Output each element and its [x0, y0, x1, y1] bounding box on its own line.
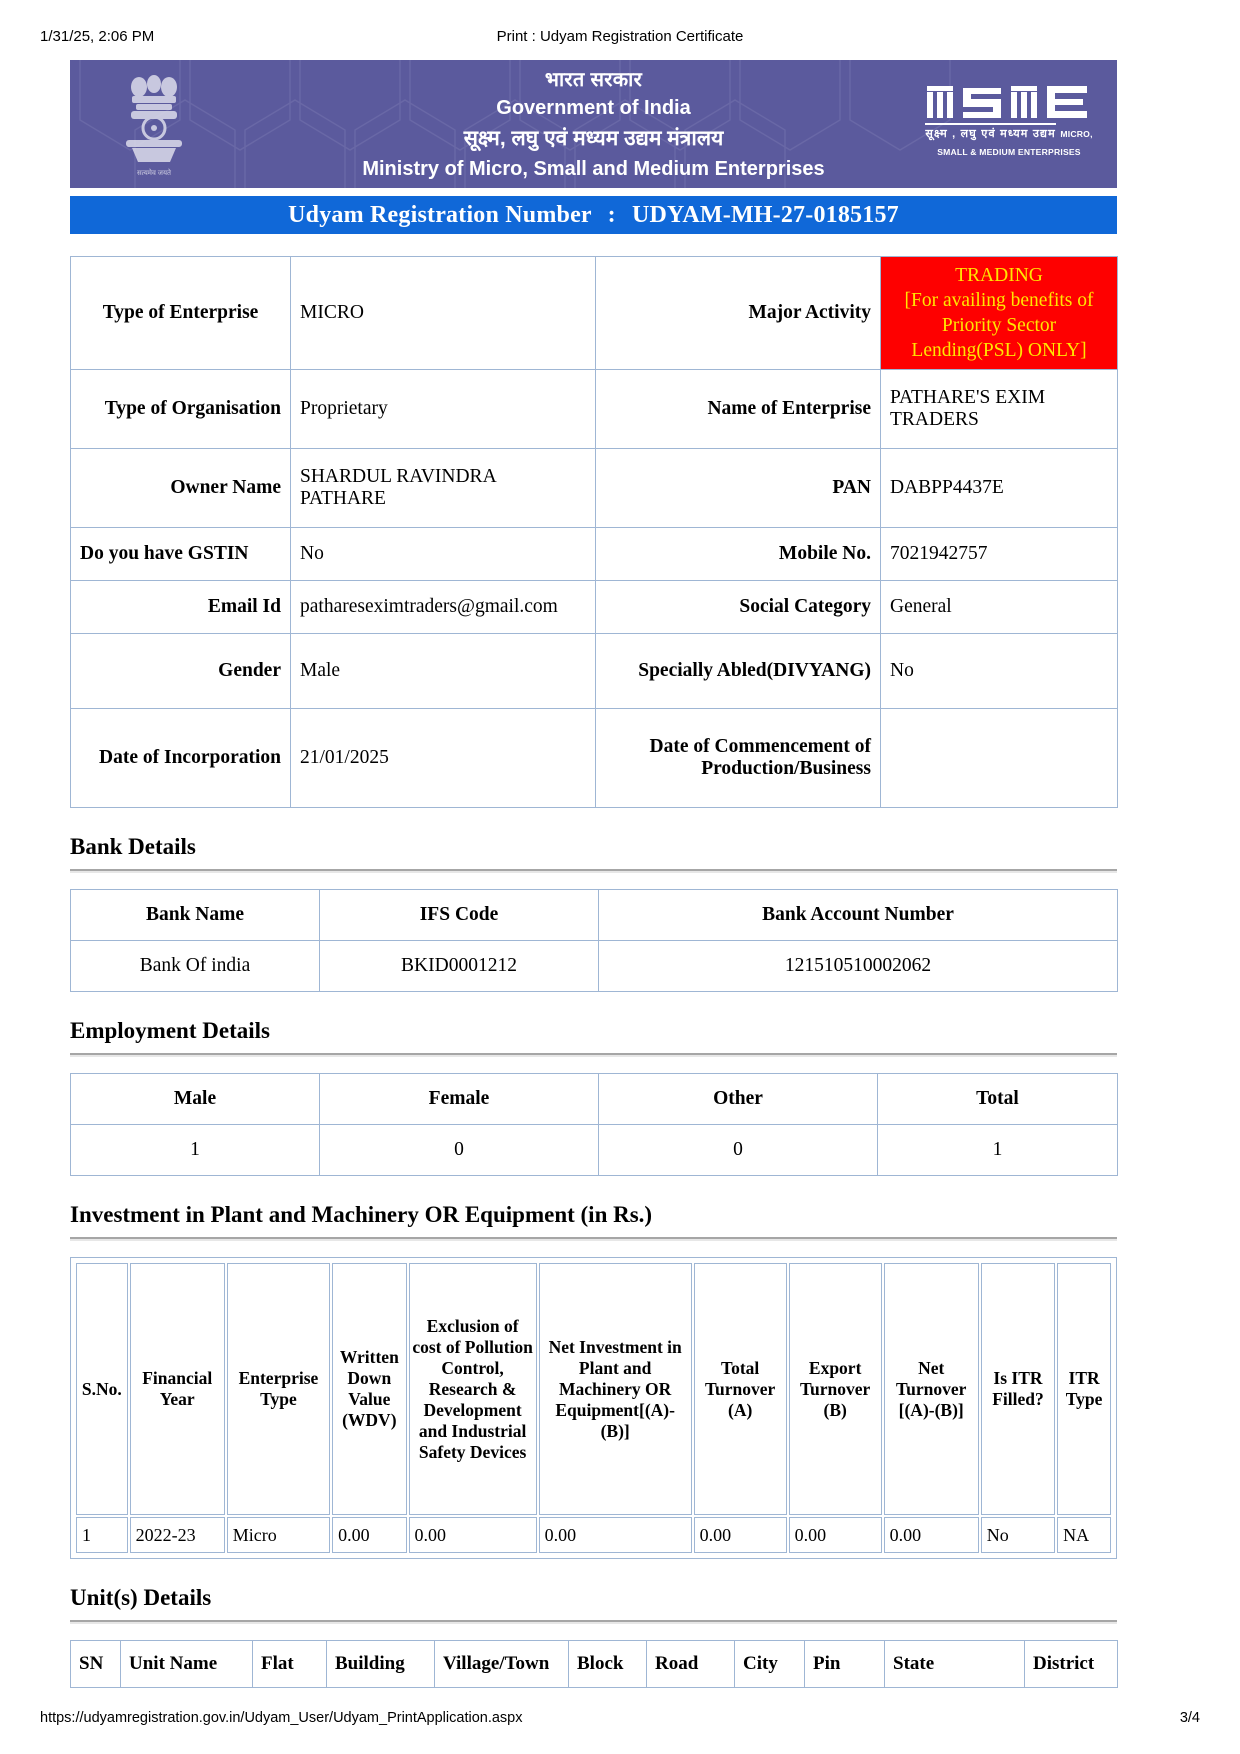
employment-female-value: 0: [320, 1125, 599, 1176]
employment-male-value: 1: [71, 1125, 320, 1176]
pan-label: PAN: [596, 449, 881, 528]
employment-other-value: 0: [599, 1125, 878, 1176]
investment-table: [74, 1261, 1113, 1555]
gstin-value: No: [291, 528, 596, 581]
units-details-heading: Unit(s) Details: [70, 1585, 212, 1610]
udyam-registration-number-bar: [70, 196, 1117, 234]
inv-is-itr-filled-value: No: [981, 1517, 1055, 1553]
inv-col-exclusion: Exclusion of cost of Pollution Control, Research & Development and Industrial Safety Devices: [409, 1263, 537, 1515]
gender-label: Gender: [71, 634, 291, 709]
inv-col-net-investment: Net Investment in Plant and Machinery OR Equipment[(A)-(B)]: [539, 1263, 692, 1515]
employment-col-other: Other: [599, 1074, 878, 1125]
table-header-row: [71, 890, 1118, 941]
unit-col-unit-name: Unit Name: [121, 1641, 253, 1688]
divider: [70, 869, 1117, 873]
certificate-sheet: [70, 60, 1117, 1688]
employment-col-female: Female: [320, 1074, 599, 1125]
inv-enterprise-type-value: Micro: [227, 1517, 330, 1553]
inv-col-enterprise-type: Enterprise Type: [227, 1263, 330, 1515]
unit-col-village-town: Village/Town: [435, 1641, 569, 1688]
inv-col-export-turnover: Export Turnover (B): [789, 1263, 882, 1515]
gstin-label: Do you have GSTIN: [71, 528, 291, 581]
unit-col-pin: Pin: [805, 1641, 885, 1688]
type-of-enterprise-value: MICRO: [291, 257, 596, 370]
unit-col-block: Block: [569, 1641, 647, 1688]
table-row: [71, 581, 1118, 634]
divyang-label: Specially Abled(DIVYANG): [596, 634, 881, 709]
date-of-commencement-label: Date of Commencement of Production/Business: [596, 709, 881, 808]
email-value: pathareseximtraders@gmail.com: [291, 581, 596, 634]
inv-net-turnover-value: 0.00: [884, 1517, 979, 1553]
inv-col-net-turnover: Net Turnover [(A)-(B)]: [884, 1263, 979, 1515]
inv-total-turnover-value: 0.00: [694, 1517, 787, 1553]
unit-col-flat: Flat: [253, 1641, 327, 1688]
divider: [70, 1053, 1117, 1057]
table-row: [71, 941, 1118, 992]
bank-account-number-value: 121510510002062: [599, 941, 1118, 992]
email-label: Email Id: [71, 581, 291, 634]
type-of-enterprise-label: Type of Enterprise: [71, 257, 291, 370]
inv-itr-type-value: NA: [1057, 1517, 1111, 1553]
print-timestamp: 1/31/25, 2:06 PM: [40, 28, 155, 45]
bank-name-value: Bank Of india: [71, 941, 320, 992]
units-details-table: [70, 1640, 1118, 1688]
print-header: [0, 28, 1240, 48]
table-row: [71, 1125, 1118, 1176]
banner-line-english-2: Ministry of Micro, Small and Medium Enterprises: [362, 158, 825, 180]
divyang-value: No: [881, 634, 1118, 709]
banner-line-hindi-1: भारत सरकार: [544, 69, 643, 91]
major-activity-value: [881, 257, 1118, 370]
name-of-enterprise-value: PATHARE'S EXIM TRADERS: [881, 370, 1118, 449]
table-row: [71, 528, 1118, 581]
unit-col-district: District: [1025, 1641, 1118, 1688]
bank-details-heading: Bank Details: [70, 834, 196, 859]
employment-col-male: Male: [71, 1074, 320, 1125]
ifs-code-value: BKID0001212: [320, 941, 599, 992]
inv-financial-year-value: 2022-23: [130, 1517, 225, 1553]
banner-line-hindi-2: सूक्ष्म, लघु एवं मध्यम उद्यम मंत्रालय: [463, 127, 724, 150]
table-header-row: [71, 1641, 1118, 1688]
employment-total-value: 1: [878, 1125, 1118, 1176]
table-row: [71, 634, 1118, 709]
unit-col-road: Road: [647, 1641, 735, 1688]
major-activity-note: [For availing benefits of Priority Sector Lending(PSL) ONLY]: [904, 290, 1094, 361]
table-header-row: [76, 1263, 1111, 1515]
employment-col-total: Total: [878, 1074, 1118, 1125]
msme-logo-hindi: सूक्ष्म , लघु एवं मध्यम उद्यम: [925, 123, 1056, 140]
table-row: [71, 449, 1118, 528]
owner-name-value: SHARDUL RAVINDRA PATHARE: [291, 449, 596, 528]
banner-line-english-1: Government of India: [496, 97, 691, 119]
unit-col-state: State: [885, 1641, 1025, 1688]
inv-col-total-turnover: Total Turnover (A): [694, 1263, 787, 1515]
print-title: Print : Udyam Registration Certificate: [496, 28, 744, 45]
mobile-label: Mobile No.: [596, 528, 881, 581]
divider: [70, 1620, 1117, 1624]
page-number: 3/4: [1179, 1710, 1200, 1726]
inv-col-sno: S.No.: [76, 1263, 128, 1515]
inv-col-wdv: Written Down Value (WDV): [332, 1263, 406, 1515]
inv-exclusion-value: 0.00: [409, 1517, 537, 1553]
print-footer: [0, 1710, 1240, 1730]
msme-logo: [923, 82, 1095, 160]
inv-col-financial-year: Financial Year: [130, 1263, 225, 1515]
divider: [70, 1237, 1117, 1241]
msme-wordmark-icon: [923, 82, 1095, 124]
government-banner: [70, 60, 1117, 188]
major-activity-text: TRADING: [955, 265, 1043, 286]
major-activity-label: Major Activity: [596, 257, 881, 370]
inv-export-turnover-value: 0.00: [789, 1517, 882, 1553]
pan-value: DABPP4437E: [881, 449, 1118, 528]
msme-logo-english: MICRO, SMALL & MEDIUM ENTERPRISES: [937, 129, 1093, 157]
investment-heading: Investment in Plant and Machinery OR Equipment (in Rs.): [70, 1202, 653, 1227]
inv-net-investment-value: 0.00: [539, 1517, 692, 1553]
investment-table-wrapper: [70, 1257, 1117, 1559]
table-row: [71, 370, 1118, 449]
registration-separator: :: [607, 202, 616, 228]
svg-text:सत्यमेव जयते: सत्यमेव जयते: [136, 170, 172, 177]
bank-col-account-number: Bank Account Number: [599, 890, 1118, 941]
table-row: [71, 257, 1118, 370]
type-of-organisation-label: Type of Organisation: [71, 370, 291, 449]
date-of-incorporation-value: 21/01/2025: [291, 709, 596, 808]
date-of-incorporation-label: Date of Incorporation: [71, 709, 291, 808]
table-row: [76, 1517, 1111, 1553]
enterprise-details-table: [70, 256, 1118, 808]
unit-col-city: City: [735, 1641, 805, 1688]
unit-col-sn: SN: [71, 1641, 121, 1688]
social-category-value: General: [881, 581, 1118, 634]
name-of-enterprise-label: Name of Enterprise: [596, 370, 881, 449]
table-row: [71, 709, 1118, 808]
unit-col-building: Building: [327, 1641, 435, 1688]
bank-col-bank-name: Bank Name: [71, 890, 320, 941]
inv-col-is-itr-filled: Is ITR Filled?: [981, 1263, 1055, 1515]
table-header-row: [71, 1074, 1118, 1125]
inv-wdv-value: 0.00: [332, 1517, 406, 1553]
registration-number-value: UDYAM-MH-27-0185157: [631, 202, 899, 228]
employment-details-table: [70, 1073, 1118, 1176]
employment-details-heading: Employment Details: [70, 1018, 270, 1043]
type-of-organisation-value: Proprietary: [291, 370, 596, 449]
bank-details-table: [70, 889, 1118, 992]
mobile-value: 7021942757: [881, 528, 1118, 581]
inv-col-itr-type: ITR Type: [1057, 1263, 1111, 1515]
source-url: https://udyamregistration.gov.in/Udyam_User/Udyam_PrintApplication.aspx: [40, 1710, 523, 1726]
inv-sno-value: 1: [76, 1517, 128, 1553]
registration-number-label: Udyam Registration Number: [288, 202, 592, 228]
date-of-commencement-value: [881, 709, 1118, 808]
bank-col-ifs-code: IFS Code: [320, 890, 599, 941]
social-category-label: Social Category: [596, 581, 881, 634]
gender-value: Male: [291, 634, 596, 709]
owner-name-label: Owner Name: [71, 449, 291, 528]
